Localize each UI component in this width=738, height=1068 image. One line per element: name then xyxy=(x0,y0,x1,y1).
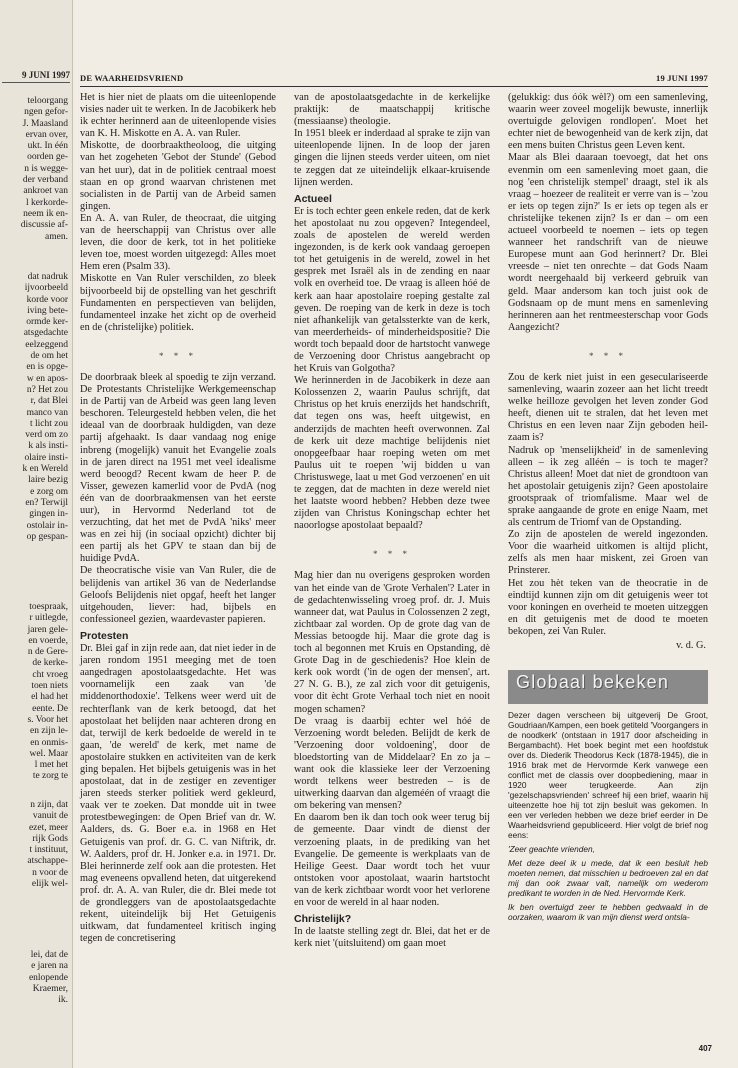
previous-page-line: n zijn, dat xyxy=(30,800,68,810)
previous-page-line: en is opge- xyxy=(26,362,68,373)
previous-page-line: t instituut, xyxy=(29,845,68,856)
paragraph: In 1951 bleek er inderdaad al sprake te zijn van uiteenlopende lijnen. In de loop der jaren gingen die lijnen steeds verder uiteen, om niet te zeggen dat ze uiteindelijk elkaar-kruisende lijnen werden. xyxy=(294,128,490,188)
previous-page-line: Kraemer, xyxy=(32,983,68,994)
previous-page-line: ijvoorbeeld xyxy=(24,283,68,294)
paragraph: En daarom ben ik dan toch ook weer terug bij de gemeente. Daar vindt de dienst der verzoening plaats, in de prediking van het Evangelie. De gemeente is werkplaats van de Heilige Geest. Daar wordt toch het vuur ontstoken voor apostolaat, waarin hartstocht van de kerk zichtbaar wordt voor het verlorene en voor de wereld in al haar noden. xyxy=(294,812,490,908)
previous-page-line: atsgedachte xyxy=(23,328,68,339)
previous-page-line: toespraak, xyxy=(29,602,68,612)
previous-page-line: ezet, meer xyxy=(28,822,68,833)
paragraph: Maar als Blei daaraan toevoegt, dat het ons evenmin om een samenleving moet gaan, die nog 'een christelijk stempel' draagt, stel ik als vraag – hoezeer de realiteit er verre van is – 'zou er iets op tegen zijn?' Is er iets op tegen als er christelijke tekenen zijn? Is er dan – om een actueel voorbeeld te noemen – iets op tegen wanneer het randschrift van de nieuwe Europese munt aan God herinnert? Dr. Blei vreesde – niet ten onrechte – dat Gods Naam wordt neergehaald bij verkeerd gebruik van geld. Maar andersom kan toch juist ook de Godsnaam op de munt mens en samenleving herinneren aan het rentmeesterschap voor Gods Aangezicht? xyxy=(508,152,708,333)
previous-page-line: r, dat Blei xyxy=(30,396,68,407)
previous-page-line: cht vroeg xyxy=(32,669,68,680)
paragraph: Miskotte en Van Ruler verschilden, zo bleek bijvoorbeeld bij de opstelling van het geschrift Fundamenten en perspectieven van belijden, fundamenteel inzake het zicht op de overheid en de (christelijke) politiek. xyxy=(80,273,276,333)
previous-page-line: t licht zou xyxy=(30,418,68,429)
paragraph: Mag hier dan nu overigens gesproken worden van het einde van de 'Grote Verhalen'? Later in de gedachtenwisseling vroeg prof. dr. J. Muis wanneer dat, wat Paulus in Colossenzen 2 zegt, zichtbaar zal worden. Op de grote dag van de Messias betoogde hij. Maar die grote dag is toch al begonnen met Kruis en Opstanding, dè Grote Dag in de geschiedenis? Hoe klein de kerk ook wordt ('in de ogen der mensen', art. 27 N. G. B.), ze zal zich voor dit getuigenis, voor dit ècht Grote Verhaal toch niet en nooit mogen schamen? xyxy=(294,570,490,715)
section-divider: * * * xyxy=(589,350,627,361)
box-heading: Globaal bekeken xyxy=(508,670,708,704)
previous-page-line: dat nadruk xyxy=(27,272,68,282)
previous-page-line: gingen in- xyxy=(29,509,68,520)
previous-page-line: n de Gere- xyxy=(27,647,68,658)
previous-page-line: l met het xyxy=(34,760,68,771)
paragraph: De theocratische visie van Van Ruler, die de belijdenis van artikel 36 van de Nederlandse Geloofs Belijdenis niet opgaf, heeft het langer uitgehouden, liever: had, bijbels en confessioneel gezien, waardevaster papieren. xyxy=(80,565,276,625)
previous-page-line: r uitlegde, xyxy=(29,613,68,624)
author-signature: v. d. G. xyxy=(676,640,706,652)
previous-page-line: e zorg om xyxy=(30,486,68,497)
previous-page-line: J. Maasland xyxy=(22,118,68,129)
previous-page-line: el had het xyxy=(31,692,68,703)
previous-page-edge xyxy=(0,0,73,1068)
previous-page-line: de kerke- xyxy=(32,658,68,669)
previous-page-line: wel. Maar xyxy=(29,748,68,759)
paragraph: Nadruk op 'menselijkheid' in de samenleving alleen – ik zeg alléén – is toch te mager? Christus alleen! Moet dat niet de grondtoon van het apostolair getuigenis zijn? Geen apostolaire grootspraak of triomfalisme. Maar wel de sprake aangaande de grote en enige Naam, met als centrum de Triomf van de Opstanding. xyxy=(508,444,708,529)
previous-page-line: n voor de xyxy=(32,867,68,878)
paragraph: Dezer dagen verscheen bij uitgeverij De Groot, Goudriaan/Kampen, een boek getiteld 'Voorgangers in de noodkerk' (ontstaan in 1917 door afscheiding in Bergambacht). Het boek begint met een hoofdstuk over ds. Diederik Theodorus Keck (1878-1945), die in 1916 brak met de Hervormde Kerk vanwege een conflict met de classis over doopbediening, maar in 1920 weer terugkeerde. Aan zijn 'gezelschapsvrienden' schreef hij een brief, waarin hij uiteenzette hoe hij tot zijn besluit was gekomen. In een ver verleden hebben we deze brief eerder in De Waarheidsvriend gepubliceerd. Hier volgt de brief nog eens: xyxy=(508,710,708,841)
previous-page-line: eente. De xyxy=(32,703,68,714)
previous-page-line: l kerkorde- xyxy=(26,197,68,208)
paragraph: Zou de kerk niet juist in een geseculariseerde samenleving, waarin zozeer aan het licht treedt welke heilloze gevolgen het leven zonder God heeft, dienen uit te stralen, dat het leven met Christus en een leven naar Zijn geboden heil-zaam is? xyxy=(508,371,708,444)
paragraph: van de apostolaatsgedachte in de kerkelijke praktijk: de maatschappij kritische (messiaanse) theologie. xyxy=(294,92,490,128)
box-article xyxy=(508,710,708,922)
paragraph: Er is toch echter geen enkele reden, dat de kerk het apostolaat nu zou opgeven? Integendeel, zoals de apostelen de wereld werden ingezonden, is de kerk ook vandaag geroepen tot het getuigenis in de wereld, zowel in het gesprek met Israël als in de zending en naar volk en overheid toe. De vraag is alleen hóé de kerk aan haar apostolaire roeping gestalte zal geven. De roeping van de kerk in deze is toch niet afhankelijk van getalssterkte van de kerk, van meerderheids- of minderheidspositie? Die wordt toch bepaald door de hartstocht vanwege de Verzoening door Christus aangebracht op het Kruis van Golgotha? xyxy=(294,205,490,375)
paragraph: Het is hier niet de plaats om die uiteenlopende visies nader uit te werken. In de Jacobikerk heb ik echter herinnerd aan de uiteenlopende visies van K. H. Miskotte en A. A. van Ruler. xyxy=(80,92,276,140)
previous-page-line: s. Voor het xyxy=(27,714,68,725)
previous-page-line: en? Terwijl xyxy=(25,497,68,508)
previous-page-line: ormde ker- xyxy=(26,317,68,328)
previous-page-line: amen. xyxy=(45,231,68,242)
newspaper-page xyxy=(80,62,716,1052)
previous-page-line: vanuit de xyxy=(32,811,68,822)
previous-page-line: korde voor xyxy=(26,294,68,305)
previous-page-text-block xyxy=(0,800,68,890)
letter-paragraph: Ik ben overtuigd zeer te hebben gedwaald in de oorzaken, waarom ik van mijn dienst werd ontsla- xyxy=(508,902,708,923)
page-number: 407 xyxy=(698,1044,712,1053)
paragraph: De vraag is daarbij echter wel hóé de Verzoening wordt beleden. Belijdt de kerk de 'Verzoening door voldoening', door de bloedstorting van de Middelaar? En zo ja – want ook die klassieke leer der Verzoening wordt telkens weer bestreden – is de uitwerking daarvan dan algeméén of vraagt die om bekering van mensen? xyxy=(294,715,490,812)
previous-page-line: laire bezig xyxy=(28,475,68,486)
previous-page-line: ankroet van xyxy=(23,186,68,197)
publication-date: 19 JUNI 1997 xyxy=(656,73,708,83)
previous-page-text-block xyxy=(0,272,68,543)
publication-name: DE WAARHEIDSVRIEND xyxy=(80,73,184,83)
previous-page-line: ukt. In één xyxy=(27,141,68,152)
previous-page-line: neem ik en- xyxy=(23,208,68,219)
previous-page-line: te zorg te xyxy=(32,771,68,782)
previous-page-line: k als insti- xyxy=(28,441,68,452)
previous-page-line: n is wegge- xyxy=(24,163,68,174)
subheading: Actueel xyxy=(294,192,332,205)
previous-page-line: discussie af- xyxy=(20,220,68,231)
previous-page-text-block xyxy=(0,96,68,243)
previous-page-header: 9 JUNI 1997 xyxy=(2,70,70,83)
previous-page-line: n? Het zou xyxy=(26,384,68,395)
previous-page-line: ngen gefor- xyxy=(24,107,68,118)
previous-page-line: olaire insti- xyxy=(24,452,68,463)
previous-page-line: de om het xyxy=(30,351,68,362)
section-divider: * * * xyxy=(373,549,411,560)
article-column-1 xyxy=(80,92,276,945)
previous-page-line: ik. xyxy=(58,995,68,1006)
previous-page-line: en zijn le- xyxy=(30,726,68,737)
letter-salutation: 'Zeer geachte vrienden, xyxy=(508,844,595,855)
previous-page-line: atschappe- xyxy=(27,856,68,867)
paragraph: We herinnerden in de Jacobikerk in deze aan Kolossenzen 2, waarin Paulus schrijft, dat Christus op het kruis enerzijds het handschrift, dat tegen ons was, heeft uitgewist, en anderzijds de machten heeft overwonnen. Zal de kerk uit deze machtige belijdenis niet onopgeefbaar haar roeping weten om met Paulus uit te roepen 'wij bidden u van Christuswege, laat u met God verzoenen' en uit te zeggen, dat de machten in deze wereld niet het laatste woord hebben? Hebben deze twee zijden van Christus Koningschap echter het naoorlogse apostolaat bepaald? xyxy=(294,375,490,532)
previous-page-line: ostolair in- xyxy=(26,520,68,531)
previous-page-line: rijk Gods xyxy=(32,833,68,844)
previous-page-line: eelzeggend xyxy=(25,339,68,350)
subheading: Christelijk? xyxy=(294,913,352,926)
previous-page-line: oorden ge- xyxy=(27,152,68,163)
paragraph: En A. A. van Ruler, de theocraat, die uitging van de heerschappij van Christus over alle leven, die door de kerk, tot in het politieke leven toe, moest worden uitgezegd: Alles moet Hem eren (Psalm 33). xyxy=(80,212,276,273)
paragraph: Zo zijn de apostelen de wereld ingezonden. Voor die waarheid uitkomen is altijd plicht, zelfs als men haar miskent, zei Groen van Prinsterer. xyxy=(508,529,708,577)
section-divider: * * * xyxy=(159,350,197,361)
article-column-2 xyxy=(294,92,490,950)
previous-page-line: w en apos- xyxy=(26,373,68,384)
previous-page-line: jaren gele- xyxy=(27,624,68,635)
previous-page-line: teloorgang xyxy=(27,96,68,106)
previous-page-line: en onmis- xyxy=(30,737,68,748)
paragraph: Miskotte, de doorbraaktheoloog, die uitging van het zogeheten 'Gebot der Stunde' (Gebod van het uur), dat in de politiek centraal moest staan en op grond waarvan christenen met socialisten in de Partij van de Arbeid samen gingen. xyxy=(80,140,276,212)
paragraph: In de laatste stelling zegt dr. Blei, dat het er de kerk niet '(uitsluitend) om gaan moet xyxy=(294,926,490,950)
letter-paragraph: Met deze deel ik u mede, dat ik een besluit heb moeten nemen, dat misschien u bedroeven zal en dat mij dan ook zwaar valt, namelijk om wederom predikant te worden in de Ned. Hervormde Kerk. xyxy=(508,858,708,899)
previous-page-line: iving bete- xyxy=(27,305,68,316)
previous-page-line: enlopende xyxy=(28,972,68,983)
page-header xyxy=(80,72,708,87)
previous-page-line: toen niets xyxy=(31,681,68,692)
previous-page-line: verd om zo xyxy=(25,430,68,441)
previous-page-line: op gespan- xyxy=(26,531,68,542)
previous-page-text-block xyxy=(0,602,68,783)
article-column-3 xyxy=(508,92,708,926)
previous-page-line: e jaren na xyxy=(31,961,68,972)
previous-page-text-block xyxy=(0,950,68,1006)
previous-page-line: lei, dat de xyxy=(30,950,68,960)
paragraph: Dr. Blei gaf in zijn rede aan, dat niet ieder in de jaren rondom 1951 meeging met de toen aangedragen apostolaatsgedachte. Het was voornamelijk een zaak van 'de middenorthodoxie'. Telkens weer werd uit de rechterflank van de kerk betoogd, dat het apostolaat het belijden naar achteren drong en dat, terwijl de kerk bedoelde de wereld in te gaan, 'de wereld' de kerk, met name de apostolaire stukken en activiteiten van de kerk ging bepalen. Het bijbels getuigenis was in het apostolaat, dat in de zestiger en zeventiger jaren steeds sterker politiek werd gekleurd, vaak ver te zoeken. Dat mondde uit in twee protestbewegingen: de Open Brief van dr. W. Aalders, ds. G. Boer e.a. in 1968 en Het Getuigenis van prof. dr. G. C. van Niftrik, dr. W. Aalders, prof dr. H. Jonker e.a. in 1971. Dr. Blei herinnerde zelf ook aan die protesten. Het mag eveneens opvallend heten, dat uitgerekend prof. dr. A. A. van Ruler, die dr. Blei mede tot de grondleggers van de apostolaatsgedachte rekent, uiteindelijk bij Het Getuigenis uitkwam, dat fundamenteel kritisch inging tegen de concretisering xyxy=(80,643,276,945)
subheading: Protesten xyxy=(80,629,129,642)
previous-page-line: k en Wereld xyxy=(22,464,68,475)
paragraph: De doorbraak bleek al spoedig te zijn verzand. De Protestants Christelijke Werkgemeenschap in de Partij van de Arbeid was geen lang leven beschoren. Teleurgesteld hebben velen, die het ideaal van de doorbraak huldigden, van deze partij afgehaakt. Is daar vandaag nog enige inbreng (mogelijk) vanuit het Evangelie zoals in de jaren direct na 1951 met veel idealisme werd beoogd? Recent kwam de heer P. de Visser, gewezen kamerlid voor de PvdA (nog één van de doorbraakmensen van het eerste uur), in Hervormd Nederland tot de verzuchting, dat het met de PvdA 'niks' meer was en zei hij (in sociaal opzicht) dichter bij een partij als het GPV te staan dan bij de huidige PvdA. xyxy=(80,371,276,565)
paragraph: (gelukkig: dus óók wèl?) om een samenleving, waarin weer zoveel mogelijk bewuste, innerlijk overtuigde gelovigen rondlopen'. Moet het echter niet de bewogenheid van de kerk zijn, dat een mens buiten Christus geen Leven kent. xyxy=(508,92,708,152)
previous-page-line: en voerde, xyxy=(28,635,68,646)
previous-page-line: elijk wel- xyxy=(31,879,68,890)
previous-page-line: der verband xyxy=(22,175,68,186)
paragraph: Het zou hèt teken van de theocratie in de eindtijd kunnen zijn om dit getuigenis weer tot voor koningen en overheid te moeten uitzeggen en dit getuigenis met de dood te moeten bekopen, zei Van Ruler. xyxy=(508,577,708,637)
previous-page-line: manco van xyxy=(26,407,68,418)
previous-page-line: ervan over, xyxy=(25,129,68,140)
